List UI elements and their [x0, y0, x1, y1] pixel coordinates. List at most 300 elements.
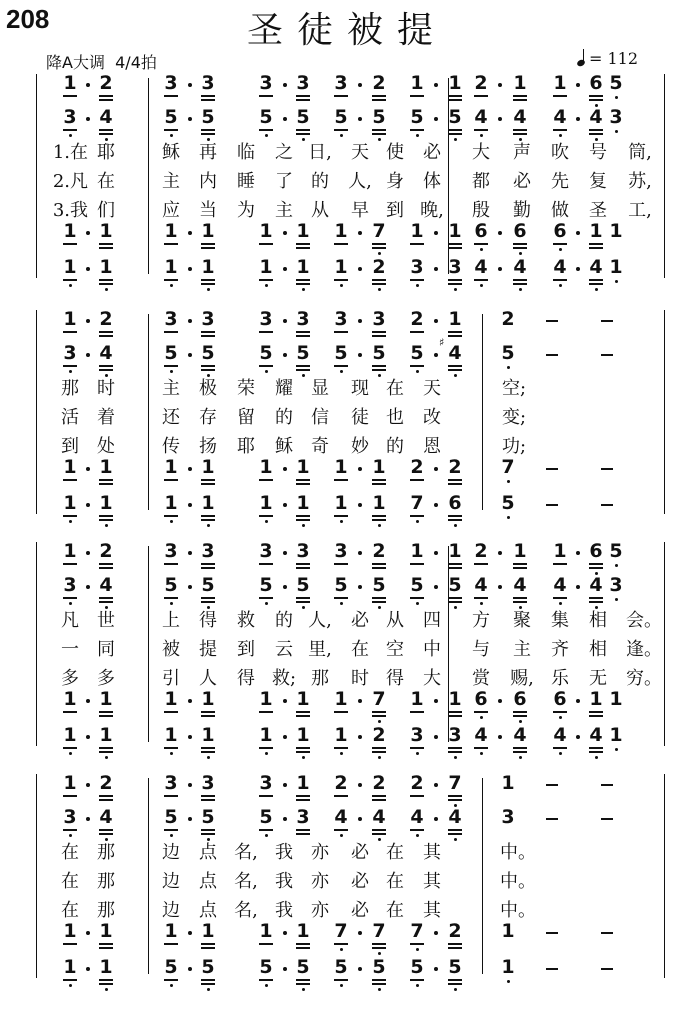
note-digit: 2 [372, 72, 386, 94]
note-digit: 1 [589, 220, 603, 242]
duration-underline [296, 751, 310, 753]
jianpu-note [327, 956, 355, 978]
jianpu-note [252, 492, 280, 514]
note-digit: 5 [501, 492, 515, 514]
low-octave-dot [378, 252, 381, 255]
duration-underline [448, 369, 462, 371]
duration-underline [513, 99, 527, 101]
jianpu-note [365, 574, 393, 596]
note-digit: 1 [164, 256, 178, 278]
duration-underline [201, 519, 215, 521]
jianpu-note [194, 772, 222, 794]
lyric-syllable: 人, [348, 171, 372, 192]
lyric-syllable: 其 [423, 871, 441, 892]
note-digit: 5 [501, 342, 515, 364]
jianpu-note [494, 456, 522, 478]
low-octave-dot [416, 602, 419, 605]
jianpu-note [602, 724, 630, 746]
duration-underline [372, 597, 386, 599]
sustain-dash [546, 968, 558, 970]
lyric-syllable: 存 [199, 407, 217, 428]
duration-underline [513, 601, 527, 603]
sustain-dash [546, 504, 558, 506]
jianpu-note [56, 220, 84, 242]
lyric-syllable: 现 [351, 378, 369, 399]
augmentation-dot [358, 319, 362, 323]
augmentation-dot [358, 817, 362, 821]
augmentation-dot [283, 817, 287, 821]
jianpu-note [506, 540, 534, 562]
low-octave-dot [480, 716, 483, 719]
duration-underline [448, 133, 462, 135]
low-octave-dot [615, 280, 618, 283]
lyric-syllable: 改 [423, 407, 441, 428]
note-digit: 1 [164, 724, 178, 746]
lyric-syllable: 无 [589, 668, 607, 689]
note-digit: 3 [201, 308, 215, 330]
jianpu-note [92, 72, 120, 94]
jianpu-note [289, 688, 317, 710]
lyric-syllable: 极 [199, 378, 217, 399]
jianpu-note [403, 956, 431, 978]
duration-underline [372, 369, 386, 371]
low-octave-dot [207, 988, 210, 991]
low-octave-dot [69, 834, 72, 837]
duration-underline [296, 833, 310, 835]
note-digit: 5 [334, 342, 348, 364]
duration-underline [201, 479, 215, 481]
lyric-syllable: 中。 [500, 871, 536, 892]
duration-underline [259, 747, 273, 749]
augmentation-dot [283, 83, 287, 87]
low-octave-dot [105, 288, 108, 291]
jianpu-note [157, 956, 185, 978]
augmentation-dot [358, 551, 362, 555]
jianpu-note [403, 72, 431, 94]
note-digit: 1 [334, 220, 348, 242]
duration-underline [372, 283, 386, 285]
lyric-syllable: 的 [275, 407, 293, 428]
note-digit: 5 [609, 540, 623, 562]
lyric-syllable: 天 [351, 142, 369, 163]
low-octave-dot [480, 602, 483, 605]
augmentation-dot [576, 83, 580, 87]
jianpu-note [252, 920, 280, 942]
system-2 [0, 308, 694, 512]
jianpu-note [546, 540, 574, 562]
low-octave-dot [378, 720, 381, 723]
duration-underline [201, 711, 215, 713]
duration-underline [410, 365, 424, 367]
duration-underline [296, 479, 310, 481]
augmentation-dot [188, 817, 192, 821]
jianpu-note [327, 308, 355, 330]
duration-underline [63, 943, 77, 945]
duration-underline [164, 597, 178, 599]
sustain-dash [601, 468, 613, 470]
duration-underline [296, 747, 310, 749]
jianpu-note [546, 574, 574, 596]
augmentation-dot [358, 699, 362, 703]
jianpu-note [467, 220, 495, 242]
jianpu-note [56, 806, 84, 828]
duration-underline [63, 129, 77, 131]
jianpu-note [467, 540, 495, 562]
duration-underline [99, 369, 113, 371]
duration-underline [296, 243, 310, 245]
note-digit: 5 [410, 956, 424, 978]
duration-underline [201, 515, 215, 517]
low-octave-dot [170, 752, 173, 755]
duration-underline [201, 829, 215, 831]
note-digit: 3 [448, 256, 462, 278]
duration-underline [553, 279, 567, 281]
low-octave-dot [378, 952, 381, 955]
jianpu-note [403, 920, 431, 942]
low-octave-dot [170, 134, 173, 137]
duration-underline [201, 563, 215, 565]
augmentation-dot [358, 967, 362, 971]
low-octave-dot [105, 988, 108, 991]
jianpu-note [252, 308, 280, 330]
sustain-dash [601, 504, 613, 506]
augmentation-dot [498, 83, 502, 87]
low-octave-dot [507, 366, 510, 369]
augmentation-dot [434, 267, 438, 271]
lyric-syllable: 圣 [589, 200, 607, 221]
lyric-syllable: 1.在 [52, 142, 88, 163]
duration-underline [99, 983, 113, 985]
jianpu-note [327, 106, 355, 128]
low-octave-dot [340, 834, 343, 837]
lyric-syllable: 点 [199, 842, 217, 863]
note-digit: 7 [372, 920, 386, 942]
note-digit: 1 [259, 724, 273, 746]
low-octave-dot [595, 288, 598, 291]
duration-underline [410, 479, 424, 481]
note-digit: 1 [259, 456, 273, 478]
duration-underline [164, 95, 178, 97]
duration-underline [63, 979, 77, 981]
note-digit: 6 [589, 540, 603, 562]
lyric-syllable: 边 [162, 871, 180, 892]
jianpu-note [92, 540, 120, 562]
note-digit: 4 [513, 574, 527, 596]
duration-underline [99, 99, 113, 101]
note-digit: 1 [296, 724, 310, 746]
note-digit: 1 [63, 772, 77, 794]
time-signature: 4/4拍 [115, 53, 157, 72]
note-digit: 1 [201, 492, 215, 514]
jianpu-note [92, 724, 120, 746]
duration-underline [334, 711, 348, 713]
augmentation-dot [358, 783, 362, 787]
note-digit: 4 [474, 724, 488, 746]
note-digit: 1 [501, 920, 515, 942]
duration-underline [201, 597, 215, 599]
note-digit: 5 [296, 574, 310, 596]
jianpu-note [194, 920, 222, 942]
augmentation-dot [188, 783, 192, 787]
jianpu-note [194, 724, 222, 746]
low-octave-dot [595, 606, 598, 609]
jianpu-note [494, 772, 522, 794]
jianpu-note [441, 724, 469, 746]
duration-underline [201, 99, 215, 101]
augmentation-dot [188, 931, 192, 935]
jianpu-note [157, 540, 185, 562]
duration-underline [99, 711, 113, 713]
duration-underline [63, 515, 77, 517]
augmentation-dot [434, 231, 438, 235]
lyric-syllable: 亦 [311, 871, 329, 892]
duration-underline [201, 133, 215, 135]
low-octave-dot [170, 834, 173, 837]
lyric-syllable: 必 [423, 142, 441, 163]
note-digit: 3 [63, 342, 77, 364]
note-digit: 4 [589, 256, 603, 278]
low-octave-dot [340, 370, 343, 373]
duration-underline [334, 829, 348, 831]
note-digit: 1 [553, 540, 567, 562]
jianpu-note [365, 456, 393, 478]
augmentation-dot [283, 503, 287, 507]
jianpu-note [56, 72, 84, 94]
jianpu-note [194, 540, 222, 562]
note-digit: 5 [296, 956, 310, 978]
lyric-syllable: 中。 [500, 842, 536, 863]
low-octave-dot [265, 602, 268, 605]
jianpu-note [56, 256, 84, 278]
duration-underline [474, 711, 488, 713]
jianpu-note [92, 956, 120, 978]
duration-underline [410, 515, 424, 517]
note-digit: 5 [448, 574, 462, 596]
augmentation-dot [86, 585, 90, 589]
low-octave-dot [615, 130, 618, 133]
duration-underline [448, 715, 462, 717]
jianpu-note [602, 574, 630, 596]
note-digit: 3 [296, 72, 310, 94]
lyric-syllable: 睡 [237, 171, 255, 192]
duration-underline [372, 563, 386, 565]
jianpu-note [56, 772, 84, 794]
lyric-syllable: 上 [162, 610, 180, 631]
jianpu-note [194, 220, 222, 242]
sustain-dash [601, 968, 613, 970]
augmentation-dot [283, 467, 287, 471]
lyric-syllable: 在 [61, 842, 79, 863]
jianpu-note [365, 956, 393, 978]
jianpu-note [506, 574, 534, 596]
note-digit: 1 [448, 688, 462, 710]
jianpu-note [194, 256, 222, 278]
augmentation-dot [86, 699, 90, 703]
duration-underline [99, 365, 113, 367]
lyric-syllable: 早 [351, 200, 369, 221]
augmentation-dot [188, 585, 192, 589]
duration-underline [372, 715, 386, 717]
duration-underline [296, 983, 310, 985]
duration-underline [164, 365, 178, 367]
duration-underline [259, 711, 273, 713]
lyric-syllable: 主 [513, 639, 531, 660]
low-octave-dot [559, 752, 562, 755]
note-digit: 6 [589, 72, 603, 94]
note-digit: 5 [259, 806, 273, 828]
note-digit: 1 [501, 956, 515, 978]
duration-underline [259, 597, 273, 599]
duration-underline [448, 947, 462, 949]
note-digit: 6 [513, 220, 527, 242]
jianpu-note [602, 72, 630, 94]
duration-underline [410, 129, 424, 131]
low-octave-dot [416, 984, 419, 987]
duration-underline [201, 283, 215, 285]
jianpu-note [289, 220, 317, 242]
lyric-syllable: 多 [97, 668, 115, 689]
lyric-syllable: 信 [311, 407, 329, 428]
sustain-dash [546, 320, 558, 322]
note-digit: 1 [334, 256, 348, 278]
lyric-syllable: 人 [199, 668, 217, 689]
note-digit: 1 [201, 724, 215, 746]
lyric-syllable: 那 [311, 668, 329, 689]
jianpu-note [403, 308, 431, 330]
augmentation-dot [576, 735, 580, 739]
jianpu-note [546, 106, 574, 128]
lyric-syllable: 引 [162, 668, 180, 689]
low-octave-dot [302, 138, 305, 141]
duration-underline [99, 247, 113, 249]
augmentation-dot [86, 83, 90, 87]
lyric-syllable: 在 [97, 171, 115, 192]
lyric-syllable: 处 [97, 436, 115, 457]
sustain-dash [601, 354, 613, 356]
duration-underline [474, 129, 488, 131]
duration-underline [448, 751, 462, 753]
jianpu-note [327, 256, 355, 278]
note-digit: 5 [448, 956, 462, 978]
duration-underline [589, 133, 603, 135]
note-digit: 1 [448, 72, 462, 94]
note-digit: 4 [410, 806, 424, 828]
note-digit: 5 [334, 106, 348, 128]
low-octave-dot [519, 606, 522, 609]
lyric-syllable: 得 [237, 668, 255, 689]
note-digit: 1 [99, 688, 113, 710]
duration-underline [448, 829, 462, 831]
duration-underline [372, 243, 386, 245]
lyric-syllable: 云 [275, 639, 293, 660]
duration-underline [372, 133, 386, 135]
lyric-syllable: 那 [61, 378, 79, 399]
jianpu-note [441, 956, 469, 978]
note-digit: 1 [334, 724, 348, 746]
sharp-sign: ♯ [439, 336, 445, 349]
jianpu-note [92, 574, 120, 596]
duration-underline [474, 563, 488, 565]
note-digit: 1 [63, 308, 77, 330]
jianpu-note [252, 220, 280, 242]
jianpu-note [365, 106, 393, 128]
duration-underline [334, 563, 348, 565]
duration-underline [448, 483, 462, 485]
duration-underline [296, 483, 310, 485]
augmentation-dot [434, 699, 438, 703]
low-octave-dot [105, 838, 108, 841]
lyric-syllable: 使 [386, 142, 404, 163]
duration-underline [513, 711, 527, 713]
augmentation-dot [86, 267, 90, 271]
note-digit: 5 [334, 956, 348, 978]
low-octave-dot [340, 134, 343, 137]
jianpu-note [365, 920, 393, 942]
jianpu-note [403, 688, 431, 710]
jianpu-note [494, 342, 522, 364]
augmentation-dot [498, 551, 502, 555]
duration-underline [201, 751, 215, 753]
duration-underline [589, 601, 603, 603]
low-octave-dot [416, 370, 419, 373]
jianpu-note [441, 806, 469, 828]
duration-underline [99, 519, 113, 521]
note-digit: 3 [501, 806, 515, 828]
duration-underline [410, 979, 424, 981]
note-digit: 1 [609, 256, 623, 278]
jianpu-note [92, 688, 120, 710]
lyric-syllable: 必 [351, 610, 369, 631]
duration-underline [296, 943, 310, 945]
jianpu-note [157, 72, 185, 94]
low-octave-dot [340, 752, 343, 755]
note-digit: 5 [201, 806, 215, 828]
duration-underline [334, 331, 348, 333]
duration-underline [99, 597, 113, 599]
low-octave-dot [559, 602, 562, 605]
jianpu-note [157, 342, 185, 364]
duration-underline [372, 799, 386, 801]
note-digit: 4 [99, 806, 113, 828]
duration-underline [410, 747, 424, 749]
jianpu-note [157, 220, 185, 242]
low-octave-dot [595, 756, 598, 759]
duration-underline [99, 133, 113, 135]
duration-underline [201, 365, 215, 367]
low-octave-dot [265, 370, 268, 373]
jianpu-note [252, 72, 280, 94]
lyric-syllable: 那 [97, 842, 115, 863]
note-digit: 1 [372, 456, 386, 478]
note-digit: 7 [410, 920, 424, 942]
lyric-syllable: 的 [275, 610, 293, 631]
lyric-syllable: 被 [162, 639, 180, 660]
note-digit: 3 [334, 540, 348, 562]
jianpu-note [327, 688, 355, 710]
low-octave-dot [69, 520, 72, 523]
duration-underline [372, 479, 386, 481]
jianpu-note [494, 308, 522, 330]
duration-underline [513, 247, 527, 249]
sustain-dash [601, 320, 613, 322]
low-octave-dot [170, 284, 173, 287]
low-octave-dot [302, 288, 305, 291]
augmentation-dot [434, 83, 438, 87]
duration-underline [448, 479, 462, 481]
low-octave-dot [340, 520, 343, 523]
augmentation-dot [188, 117, 192, 121]
note-digit: 1 [164, 920, 178, 942]
